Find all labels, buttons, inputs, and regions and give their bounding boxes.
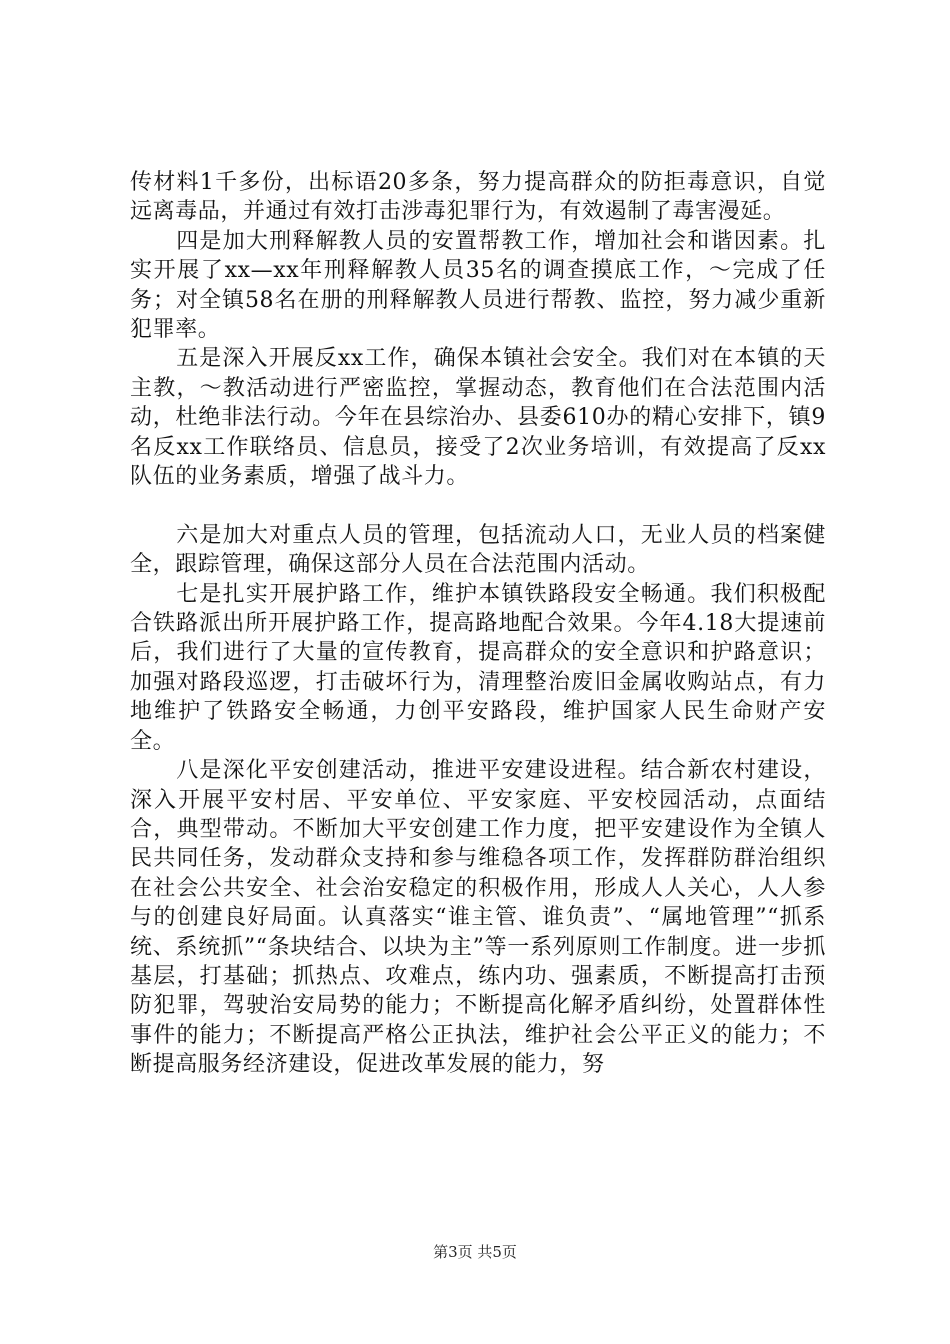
paragraph-continued: 传材料1千多份，出标语20多条，努力提高群众的防拒毒意识，自觉远离毒品，并通过有效打击涉毒犯罪行为，有效遏制了毒害漫延。 [130,170,826,225]
page-number-footer: 第3页 共5页 [433,1243,517,1261]
paragraph-item-8: 八是深化平安创建活动，推进平安建设进程。结合新农村建设，深入开展平安村居、平安单位、平安家庭、平安校园活动，点面结合，典型带动。不断加大平安创建工作力度，把平安建设作为全镇人民共同任务，发动群众支持和参与维稳各项工作，发挥群防群治组织在社会公共安全、社会治安稳定的积极作用，形成人人关心，人人参与的创建良好局面。认真落实“谁主管、谁负责”、“属地管理”“抓系统、系统抓”“条块结合、以块为主”等一系列原则工作制度。进一步抓基层，打基础；抓热点、攻难点，练内功、强素质，不断提高打击预防犯罪，驾驶治安局势的能力；不断提高化解矛盾纠纷，处置群体性事件的能力；不断提高严格公正执法，维护社会公平正义的能力；不断提高服务经济建设，促进改革发展的能力，努 [130,758,826,1078]
document-body [130,168,826,1080]
paragraph-item-7: 七是扎实开展护路工作，维护本镇铁路段安全畅通。我们积极配合铁路派出所开展护路工作，提高路地配合效果。今年4.18大提速前后，我们进行了大量的宣传教育，提高群众的安全意识和护路意识；加强对路段巡逻，打击破坏行为，清理整治废旧金属收购站点，有力地维护了铁路安全畅通，力创平安路段，维护国家人民生命财产安全。 [130,581,826,754]
paragraph-item-6: 六是加大对重点人员的管理，包括流动人口，无业人员的档案健全，跟踪管理，确保这部分人员在合法范围内活动。 [130,522,826,578]
paragraph-item-4: 四是加大刑释解教人员的安置帮教工作，增加社会和谐因素。扎实开展了xx—xx年刑释解教人员35名的调查摸底工作，～完成了任务；对全镇58名在册的刑释解教人员进行帮教、监控，努力减少重新犯罪率。 [130,228,826,343]
paragraph-item-5: 五是深入开展反xx工作，确保本镇社会安全。我们对在本镇的天主教，～教活动进行严密监控，掌握动态，教育他们在合法范围内活动，杜绝非法行动。今年在县综治办、县委610办的精心安排下，镇9名反xx工作联络员、信息员，接受了2次业务培训，有效提高了反xx队伍的业务素质，增强了战斗力。 [130,346,826,490]
